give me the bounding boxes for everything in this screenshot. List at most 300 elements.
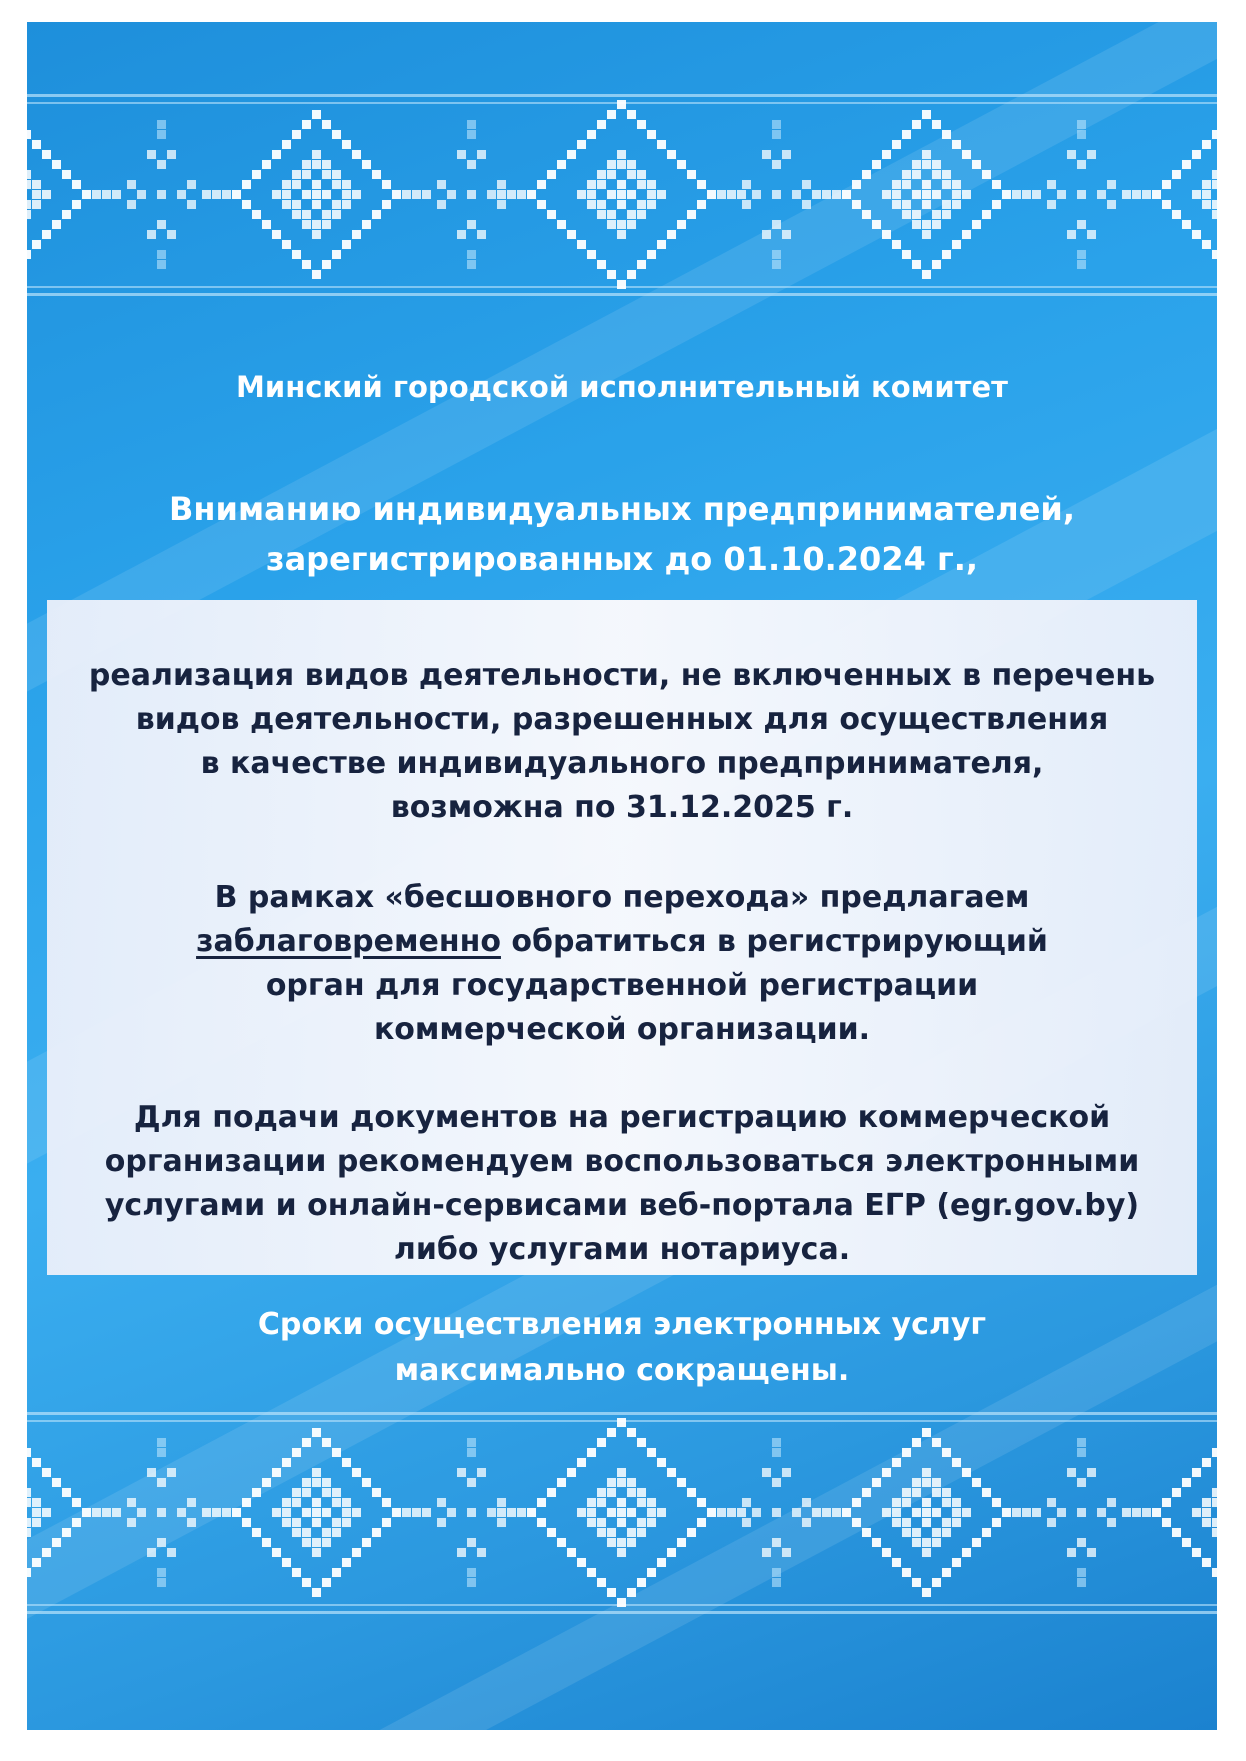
ornament-cell xyxy=(27,180,31,189)
ornament-cell xyxy=(647,250,656,259)
ornament-cell xyxy=(412,190,421,199)
ornament-cell xyxy=(627,110,636,119)
ornament-cell xyxy=(322,1528,331,1537)
ornament-cell xyxy=(637,210,646,219)
ornament-cell xyxy=(627,160,636,169)
ornament-cell xyxy=(952,1498,961,1507)
ornament-cell xyxy=(962,1508,971,1517)
ornament-cell xyxy=(147,1548,156,1557)
ornament-cell xyxy=(697,180,706,189)
ornament-cell xyxy=(617,100,626,109)
ornament-cell xyxy=(1182,1538,1191,1547)
ornament-cell xyxy=(627,1528,636,1537)
ornament-cell xyxy=(467,220,476,229)
ornament-cell xyxy=(962,190,971,199)
ornament-cell xyxy=(822,190,831,199)
top-ornament-band xyxy=(27,90,1217,300)
ornament-cell xyxy=(1022,190,1031,199)
ornament-cell xyxy=(567,1468,576,1477)
ornament-cell xyxy=(687,1528,696,1537)
ornament-cell xyxy=(392,190,401,199)
ornament-cell xyxy=(872,1478,881,1487)
ornament-cell xyxy=(402,190,411,199)
ornament-cell xyxy=(497,1498,506,1507)
ornament-cell xyxy=(1047,1518,1056,1527)
ornament-cell xyxy=(1077,220,1086,229)
ornament-cell xyxy=(952,1508,961,1517)
ornament-cell xyxy=(1002,190,1011,199)
ornament-cell xyxy=(912,160,921,169)
poster xyxy=(27,22,1217,1730)
ornament-cell xyxy=(647,1518,656,1527)
ornament-cell xyxy=(342,180,351,189)
ornament-cell xyxy=(52,160,61,169)
ornament-cell xyxy=(742,180,751,189)
ornament-cell xyxy=(467,1448,476,1457)
ornament-cell xyxy=(467,260,476,269)
ornament-cell xyxy=(992,1498,1001,1507)
ornament-cell xyxy=(497,1518,506,1527)
ornament-cell xyxy=(912,1488,921,1497)
ornament-cell xyxy=(527,1508,536,1517)
ornament-cell xyxy=(952,180,961,189)
ornament-cell xyxy=(322,170,331,179)
ornament-cell xyxy=(27,1528,31,1537)
ornament-cell xyxy=(477,1468,486,1477)
ornament-cell xyxy=(617,160,626,169)
ornament-cell xyxy=(942,250,951,259)
ornament-cell xyxy=(657,240,666,249)
ornament-cell xyxy=(1077,1438,1086,1447)
ornament-cell xyxy=(902,1568,911,1577)
ornament-cell xyxy=(537,180,546,189)
ornament-cell xyxy=(737,1508,746,1517)
paragraph-line: организации рекомендуем воспользоваться электронными xyxy=(104,1144,1140,1179)
ornament-cell xyxy=(1077,1578,1086,1587)
ornament-cell xyxy=(52,1538,61,1547)
ornament-cell xyxy=(467,1568,476,1577)
ornament-cell xyxy=(597,1578,606,1587)
ornament-cell xyxy=(1192,230,1201,239)
attention-line: Вниманию индивидуальных предпринимателей, xyxy=(169,490,1075,528)
ornament-cell xyxy=(262,160,271,169)
ornament-cell xyxy=(322,1538,331,1547)
ornament-cell xyxy=(872,160,881,169)
ornament-cell xyxy=(832,190,841,199)
ornament-cell xyxy=(1202,1518,1211,1527)
ornament-cell xyxy=(342,240,351,249)
ornament-cell xyxy=(667,1548,676,1557)
ornament-cell xyxy=(832,1508,841,1517)
ornament-cell xyxy=(112,190,121,199)
ornament-cell xyxy=(497,200,506,209)
ornament-cell xyxy=(1087,1468,1096,1477)
ornament-cell xyxy=(627,170,636,179)
ornament-cell xyxy=(737,190,746,199)
ornament-cell xyxy=(952,1518,961,1527)
ornament-cell xyxy=(637,1518,646,1527)
ornament-cell xyxy=(382,1498,391,1507)
ornament-cell xyxy=(27,1488,31,1497)
ornament-cell xyxy=(262,1478,271,1487)
ornament-cell xyxy=(62,1488,71,1497)
ornament-cell xyxy=(102,1508,111,1517)
ornament-cell xyxy=(27,130,31,139)
ornament-cell xyxy=(1202,240,1211,249)
ornament-cell xyxy=(1212,1568,1217,1577)
ornament-cell xyxy=(597,1518,606,1527)
ornament-cell xyxy=(627,1538,636,1547)
ornament-cell xyxy=(187,1498,196,1507)
ornament-cell xyxy=(932,1508,941,1517)
ornament-cell xyxy=(912,1438,921,1447)
ornament-cell xyxy=(1002,1508,1011,1517)
ornament-cell xyxy=(657,140,666,149)
paragraph-line: либо услугами нотариуса. xyxy=(393,1232,851,1267)
ornament-cell xyxy=(457,1468,466,1477)
ornament-cell xyxy=(1077,190,1086,199)
ornament-cell xyxy=(302,190,311,199)
ornament-cell xyxy=(617,1418,626,1427)
ornament-cell xyxy=(677,1478,686,1487)
ornament-cell xyxy=(32,1518,41,1527)
ornament-cell xyxy=(332,1568,341,1577)
ornament-cell xyxy=(952,190,961,199)
ornament-cell xyxy=(902,1448,911,1457)
ornament-cell xyxy=(27,1448,31,1457)
ornament-cell xyxy=(912,1478,921,1487)
ornament-cell xyxy=(1077,1568,1086,1577)
ornament-cell xyxy=(527,190,536,199)
ornament-cell xyxy=(647,190,656,199)
ornament-cell xyxy=(912,1508,921,1517)
ornament-cell xyxy=(587,1508,596,1517)
ornament-cell xyxy=(82,1508,91,1517)
ornament-cell xyxy=(617,1498,626,1507)
ornament-cell xyxy=(982,210,991,219)
ornament-cell xyxy=(82,190,91,199)
ornament-cell xyxy=(272,1508,281,1517)
ornament-cell xyxy=(637,200,646,209)
services-note-line: Сроки осуществления электронных услуг xyxy=(257,1307,987,1342)
ornament-cell xyxy=(1152,1508,1161,1517)
ornament-cell xyxy=(892,1498,901,1507)
ornament-cell xyxy=(202,1508,211,1517)
ornament-cell xyxy=(1047,200,1056,209)
ornament-cell xyxy=(1087,1548,1096,1557)
ornament-cell xyxy=(537,1498,546,1507)
ornament-cell xyxy=(922,110,931,119)
ornament-cell xyxy=(972,160,981,169)
ornament-cell xyxy=(1077,1478,1086,1487)
ornament-cell xyxy=(577,190,586,199)
ornament-cell xyxy=(657,190,666,199)
ornament-cell xyxy=(607,1488,616,1497)
ornament-cell xyxy=(782,1468,791,1477)
ornament-cell xyxy=(157,120,166,129)
ornament-cell xyxy=(617,1538,626,1547)
ornament-cell xyxy=(167,1468,176,1477)
ornament-cell xyxy=(972,1478,981,1487)
ornament-cell xyxy=(322,220,331,229)
organization-name: Минский городской исполнительный комитет xyxy=(236,370,1008,404)
ornament-cell xyxy=(332,200,341,209)
ornament-cell xyxy=(587,1448,596,1457)
paragraph-line: реализация видов деятельности, не включенных в перечень xyxy=(88,658,1156,693)
ornament-cell xyxy=(1212,170,1217,179)
ornament-cell xyxy=(557,1538,566,1547)
ornament-cell xyxy=(1192,1508,1201,1517)
ornament-cell xyxy=(742,1498,751,1507)
ornament-cell xyxy=(157,1508,166,1517)
ornament-cell xyxy=(362,1478,371,1487)
ornament-cell xyxy=(42,150,51,159)
ornament-cell xyxy=(782,230,791,239)
ornament-cell xyxy=(477,1548,486,1557)
ornament-cell xyxy=(902,170,911,179)
ornament-cell xyxy=(1047,180,1056,189)
ornament-cell xyxy=(102,190,111,199)
ornament-cell xyxy=(242,1498,251,1507)
ornament-cell xyxy=(932,120,941,129)
ornament-cell xyxy=(597,1528,606,1537)
ornament-cell xyxy=(902,1498,911,1507)
ornament-cell xyxy=(607,190,616,199)
ornament-cell xyxy=(322,160,331,169)
ornament-cell xyxy=(657,1558,666,1567)
ornament-cell xyxy=(312,1508,321,1517)
ornament-cell xyxy=(1142,1508,1151,1517)
ornament-cell xyxy=(302,220,311,229)
ornament-cell xyxy=(537,1518,546,1527)
ornament-cell xyxy=(657,1458,666,1467)
ornament-cell xyxy=(222,190,231,199)
ornament-cell xyxy=(282,180,291,189)
ornament-cell xyxy=(577,240,586,249)
ornament-cell xyxy=(362,220,371,229)
ornament-cell xyxy=(627,270,636,279)
ornament-cell xyxy=(52,220,61,229)
ornament-cell xyxy=(617,180,626,189)
ornament-cell xyxy=(667,230,676,239)
ornament-cell xyxy=(892,1458,901,1467)
ornament-cell xyxy=(27,1518,31,1527)
ornament-cell xyxy=(772,160,781,169)
ornament-cell xyxy=(187,1518,196,1527)
ornament-cell xyxy=(537,200,546,209)
ornament-cell xyxy=(167,150,176,159)
ornament-cell xyxy=(32,140,41,149)
ornament-cell xyxy=(892,1558,901,1567)
ornament-cell xyxy=(322,1478,331,1487)
ornament-cell xyxy=(62,1528,71,1537)
ornament-cell xyxy=(272,150,281,159)
ornament-cell xyxy=(637,1578,646,1587)
ornament-cell xyxy=(922,1468,931,1477)
ornament-pattern xyxy=(27,1408,1217,1618)
ornament-cell xyxy=(772,120,781,129)
ornament-cell xyxy=(1212,210,1217,219)
ornament-cell xyxy=(942,1448,951,1457)
ornament-cell xyxy=(72,180,81,189)
ornament-cell xyxy=(862,170,871,179)
ornament-cell xyxy=(772,190,781,199)
ornament-cell xyxy=(587,1518,596,1527)
ornament-cell xyxy=(332,170,341,179)
ornament-cell xyxy=(637,1528,646,1537)
ornament-cell xyxy=(302,210,311,219)
ornament-cell xyxy=(802,1498,811,1507)
ornament-cell xyxy=(157,1478,166,1487)
ornament-cell xyxy=(792,190,801,199)
ornament-cell xyxy=(292,1448,301,1457)
ornament-cell xyxy=(1057,190,1066,199)
ornament-cell xyxy=(42,230,51,239)
ornament-cell xyxy=(752,190,761,199)
ornament-cell xyxy=(1097,1508,1106,1517)
ornament-cell xyxy=(437,200,446,209)
ornament-cell xyxy=(627,1478,636,1487)
ornament-cell xyxy=(1182,220,1191,229)
ornament-cell xyxy=(1047,1498,1056,1507)
ornament-cell xyxy=(312,160,321,169)
ornament-cell xyxy=(1077,1538,1086,1547)
ornament-cell xyxy=(312,190,321,199)
ornament-cell xyxy=(772,220,781,229)
ornament-cell xyxy=(1022,1508,1031,1517)
paragraph-line: услугами и онлайн-сервисами веб-портала ЕГР (egr.gov.by) xyxy=(104,1188,1140,1223)
ornament-cell xyxy=(252,1488,261,1497)
ornament-cell xyxy=(312,1428,321,1437)
ornament-cell xyxy=(1152,190,1161,199)
ornament-cell xyxy=(637,1438,646,1447)
ornament-cell xyxy=(892,240,901,249)
ornament-cell xyxy=(902,250,911,259)
ornament-cell xyxy=(352,230,361,239)
ornament-cell xyxy=(187,200,196,209)
ornament-cell xyxy=(352,1508,361,1517)
ornament-cell xyxy=(292,1528,301,1537)
ornament-cell xyxy=(477,230,486,239)
ornament-cell xyxy=(1107,200,1116,209)
ornament-cell xyxy=(647,1448,656,1457)
ornament-cell xyxy=(27,250,31,259)
ornament-cell xyxy=(697,1498,706,1507)
ornament-cell xyxy=(322,210,331,219)
ornament-cell xyxy=(1212,130,1217,139)
ornament-cell xyxy=(1057,1508,1066,1517)
ornament-cell xyxy=(922,1508,931,1517)
ornament-cell xyxy=(332,250,341,259)
ornament-cell xyxy=(27,293,1217,296)
ornament-cell xyxy=(342,1508,351,1517)
ornament-cell xyxy=(507,1508,516,1517)
ornament-cell xyxy=(762,1468,771,1477)
ornament-cell xyxy=(312,1498,321,1507)
ornament-cell xyxy=(32,190,41,199)
ornament-cell xyxy=(942,210,951,219)
ornament-cell xyxy=(292,200,301,209)
ornament-cell xyxy=(302,1578,311,1587)
ornament-cell xyxy=(312,150,321,159)
ornament-cell xyxy=(437,1518,446,1527)
ornament-cell xyxy=(302,170,311,179)
bottom-ornament-band xyxy=(27,1408,1217,1618)
ornament-cell xyxy=(332,210,341,219)
ornament-cell xyxy=(1172,210,1181,219)
info-panel xyxy=(47,600,1197,1275)
ornament-cell xyxy=(1077,260,1086,269)
ornament-cell xyxy=(1162,1518,1171,1527)
ornament-cell xyxy=(627,1508,636,1517)
ornament-cell xyxy=(1212,200,1217,209)
ornament-cell xyxy=(1087,230,1096,239)
ornament-cell xyxy=(1012,190,1021,199)
ornament-cell xyxy=(32,180,41,189)
ornament-cell xyxy=(292,250,301,259)
ornament-cell xyxy=(607,170,616,179)
ornament-cell xyxy=(677,1538,686,1547)
ornament-cell xyxy=(762,1548,771,1557)
ornament-cell xyxy=(922,220,931,229)
ornament-cell xyxy=(292,1518,301,1527)
ornament-cell xyxy=(687,210,696,219)
ornament-cell xyxy=(1067,1548,1076,1557)
ornament-cell xyxy=(617,150,626,159)
ornament-cell xyxy=(952,200,961,209)
ornament-cell xyxy=(272,190,281,199)
ornament-cell xyxy=(637,260,646,269)
ornament-cell xyxy=(147,1468,156,1477)
ornament-cell xyxy=(292,1568,301,1577)
ornament-cell xyxy=(772,130,781,139)
ornament-cell xyxy=(812,1508,821,1517)
ornament-cell xyxy=(922,1478,931,1487)
ornament-cell xyxy=(312,1548,321,1557)
ornament-cell xyxy=(312,1518,321,1527)
ornament-cell xyxy=(157,130,166,139)
ornament-cell xyxy=(902,200,911,209)
ornament-cell xyxy=(312,220,321,229)
ornament-cell xyxy=(862,1488,871,1497)
paragraph-line-rest: обратиться в регистрирующий xyxy=(500,924,1048,959)
ornament-cell xyxy=(597,200,606,209)
ornament-pattern xyxy=(27,90,1217,300)
ornament-cell xyxy=(772,250,781,259)
ornament-cell xyxy=(597,1438,606,1447)
ornament-cell xyxy=(212,1508,221,1517)
ornament-cell xyxy=(312,110,321,119)
ornament-cell xyxy=(252,210,261,219)
ornament-cell xyxy=(62,170,71,179)
ornament-cell xyxy=(922,1518,931,1527)
ornament-cell xyxy=(597,120,606,129)
ornament-cell xyxy=(262,220,271,229)
ornament-cell xyxy=(342,1518,351,1527)
ornament-cell xyxy=(912,1528,921,1537)
ornament-cell xyxy=(1192,1548,1201,1557)
ornament-cell xyxy=(1182,160,1191,169)
ornament-cell xyxy=(952,240,961,249)
ornament-cell xyxy=(1107,180,1116,189)
ornament-cell xyxy=(1067,150,1076,159)
ornament-cell xyxy=(312,200,321,209)
ornament-cell xyxy=(422,1508,431,1517)
ornament-cell xyxy=(577,1508,586,1517)
ornament-cell xyxy=(27,1611,1217,1614)
paragraph-line: возможна по 31.12.2025 г. xyxy=(390,790,854,825)
ornament-cell xyxy=(42,1468,51,1477)
